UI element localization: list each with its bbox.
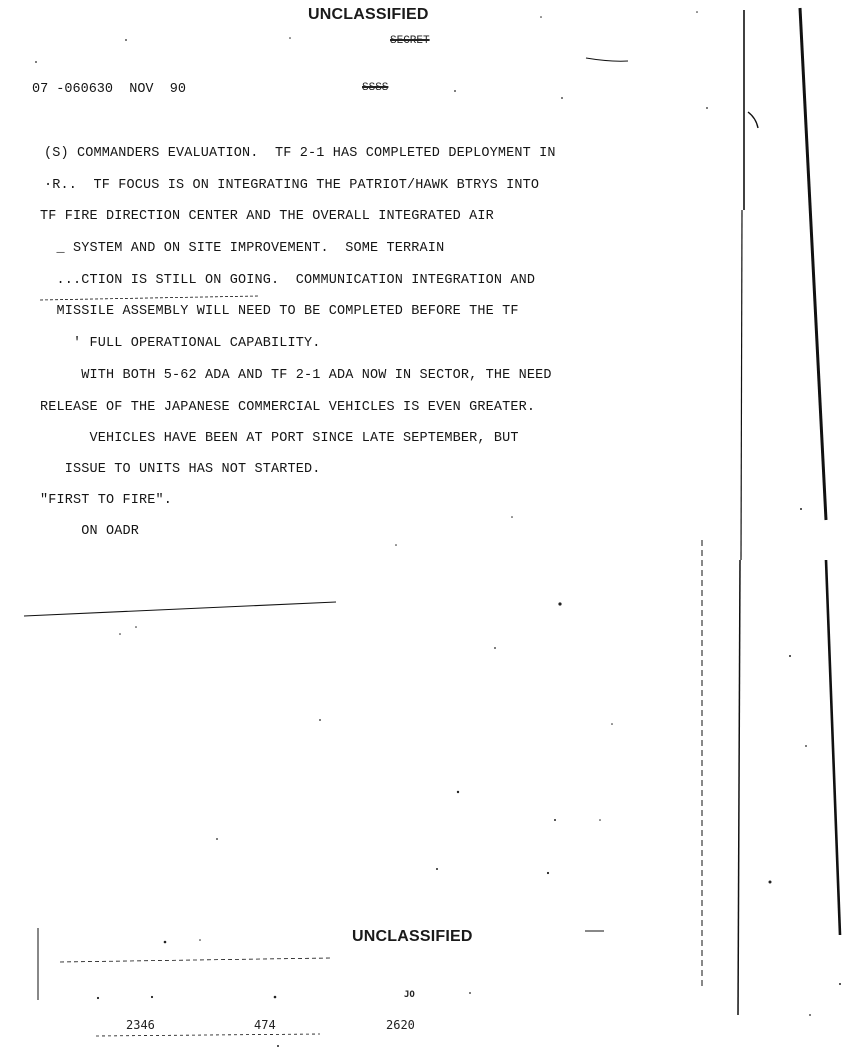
struck-marking-2: SSSS	[362, 82, 389, 94]
body-line: ON OADR	[40, 524, 140, 539]
body-line: MISSILE ASSEMBLY WILL NEED TO BE COMPLETED BEFORE THE TF	[40, 304, 519, 319]
body-line: TF FIRE DIRECTION CENTER AND THE OVERALL INTEGRATED AIR	[40, 209, 494, 224]
left-edge-line	[738, 560, 740, 1015]
classification-bottom: UNCLASSIFIED	[352, 928, 473, 945]
body-line: ...CTION IS STILL ON GOING. COMMUNICATION INTEGRATION AND	[40, 273, 536, 288]
footer-number: 2346	[126, 1018, 155, 1032]
footer-stamp: JO	[404, 990, 415, 1000]
body-line: "FIRST TO FIRE".	[40, 493, 173, 508]
horizontal-rule	[40, 296, 258, 300]
classification-top: UNCLASSIFIED	[308, 6, 429, 23]
horizontal-rule	[96, 1034, 320, 1036]
date-time-group: 07 -060630 NOV 90	[32, 82, 186, 97]
ink-mark	[586, 58, 628, 61]
body-line: ·R.. TF FOCUS IS ON INTEGRATING THE PATRIOT/HAWK BTRYS INTO	[44, 178, 540, 193]
body-line: RELEASE OF THE JAPANESE COMMERCIAL VEHICLES IS EVEN GREATER.	[40, 400, 536, 415]
horizontal-rule	[60, 958, 330, 962]
struck-marking-1: SECRET	[390, 35, 430, 47]
footer-number: 474	[254, 1018, 276, 1032]
footer-number: 2620	[386, 1018, 415, 1032]
right-edge-line	[800, 8, 826, 520]
ink-mark	[748, 112, 758, 128]
body-line: (S) COMMANDERS EVALUATION. TF 2-1 HAS COMPLETED DEPLOYMENT IN	[44, 146, 556, 161]
body-line: _ SYSTEM AND ON SITE IMPROVEMENT. SOME TERRAIN	[40, 241, 445, 256]
body-line: WITH BOTH 5-62 ADA AND TF 2-1 ADA NOW IN SECTOR, THE NEED	[40, 368, 552, 383]
right-edge-line	[826, 560, 840, 935]
body-line: ' FULL OPERATIONAL CAPABILITY.	[40, 336, 321, 351]
body-line: ISSUE TO UNITS HAS NOT STARTED.	[40, 462, 321, 477]
body-line: VEHICLES HAVE BEEN AT PORT SINCE LATE SEPTEMBER, BUT	[40, 431, 519, 446]
left-edge-line	[741, 210, 742, 560]
horizontal-rule	[24, 602, 336, 616]
